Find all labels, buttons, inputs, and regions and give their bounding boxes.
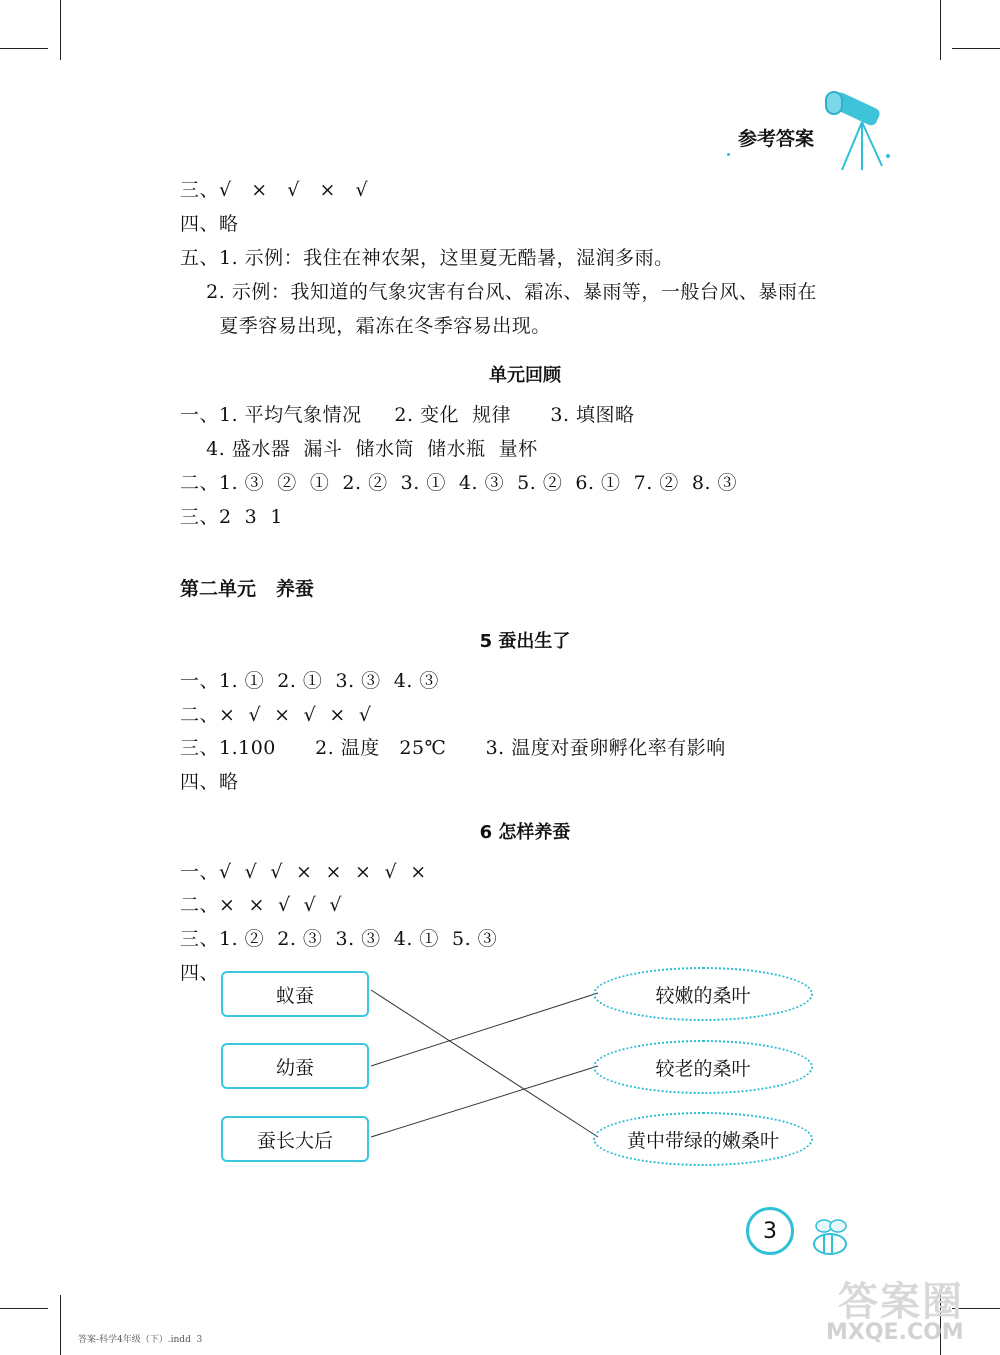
answer-line: 二、× √ × √ × √ xyxy=(180,704,372,726)
matching-label: 四、 xyxy=(180,962,220,984)
matching-left-item: 幼蚕 xyxy=(221,1043,369,1089)
answer-line: 三、√ × √ × √ xyxy=(180,179,369,201)
answer-line: 三、2 3 1 xyxy=(180,506,283,528)
watermark-logo: 答案圈 xyxy=(838,1279,964,1325)
matching-right-item: 较老的桑叶 xyxy=(593,1040,813,1094)
answer-line: 一、1. 平均气象情况 2. 变化 规律 3. 填图略 xyxy=(180,404,635,426)
bee-icon xyxy=(800,1212,860,1262)
answer-line: 一、√ √ √ × × × √ × xyxy=(180,861,427,883)
answer-line: 五、1. 示例：我住在神农架，这里夏无酷暑，湿润多雨。 xyxy=(180,247,674,269)
matching-left-item: 蚕长大后 xyxy=(221,1116,369,1162)
answer-line: 三、1.100 2. 温度 25℃ 3. 温度对蚕卵孵化率有影响 xyxy=(180,737,726,759)
matching-right-item: 较嫩的桑叶 xyxy=(593,967,813,1021)
answer-line: 二、× × √ √ √ xyxy=(180,894,342,916)
answer-line: 夏季容易出现，霜冻在冬季容易出现。 xyxy=(180,315,551,337)
answer-line: 2. 示例：我知道的气象灾害有台风、霜冻、暴雨等，一般台风、暴雨在 xyxy=(180,281,817,303)
answer-line: 二、1. ③ ② ① 2. ② 3. ① 4. ③ 5. ② 6. ① 7. ② 8. ③ xyxy=(180,472,738,494)
answer-line: 三、1. ② 2. ③ 3. ③ 4. ① 5. ③ xyxy=(180,928,498,950)
page-header-title: 参考答案 xyxy=(738,128,815,150)
answer-line: 四、略 xyxy=(180,213,239,235)
answer-line: 4. 盛水器 漏斗 储水筒 储水瓶 量杯 xyxy=(180,438,538,460)
lesson-title: 6 怎样养蚕 xyxy=(479,822,571,843)
answer-line: 四、略 xyxy=(180,771,239,793)
unit-title: 第二单元 养蚕 xyxy=(180,578,314,600)
lesson-title: 5 蚕出生了 xyxy=(479,631,571,652)
answer-line: 一、1. ① 2. ① 3. ③ 4. ③ xyxy=(180,670,439,692)
page-number: 3 xyxy=(746,1207,794,1255)
print-footer: 答案-科学4年级（下）.indd 3 xyxy=(78,1335,203,1345)
matching-left-item: 蚁蚕 xyxy=(221,971,369,1017)
watermark-url: MXQE.COM xyxy=(826,1320,964,1345)
matching-right-item: 黄中带绿的嫩桑叶 xyxy=(593,1112,813,1166)
section-title: 单元回顾 xyxy=(489,365,561,386)
